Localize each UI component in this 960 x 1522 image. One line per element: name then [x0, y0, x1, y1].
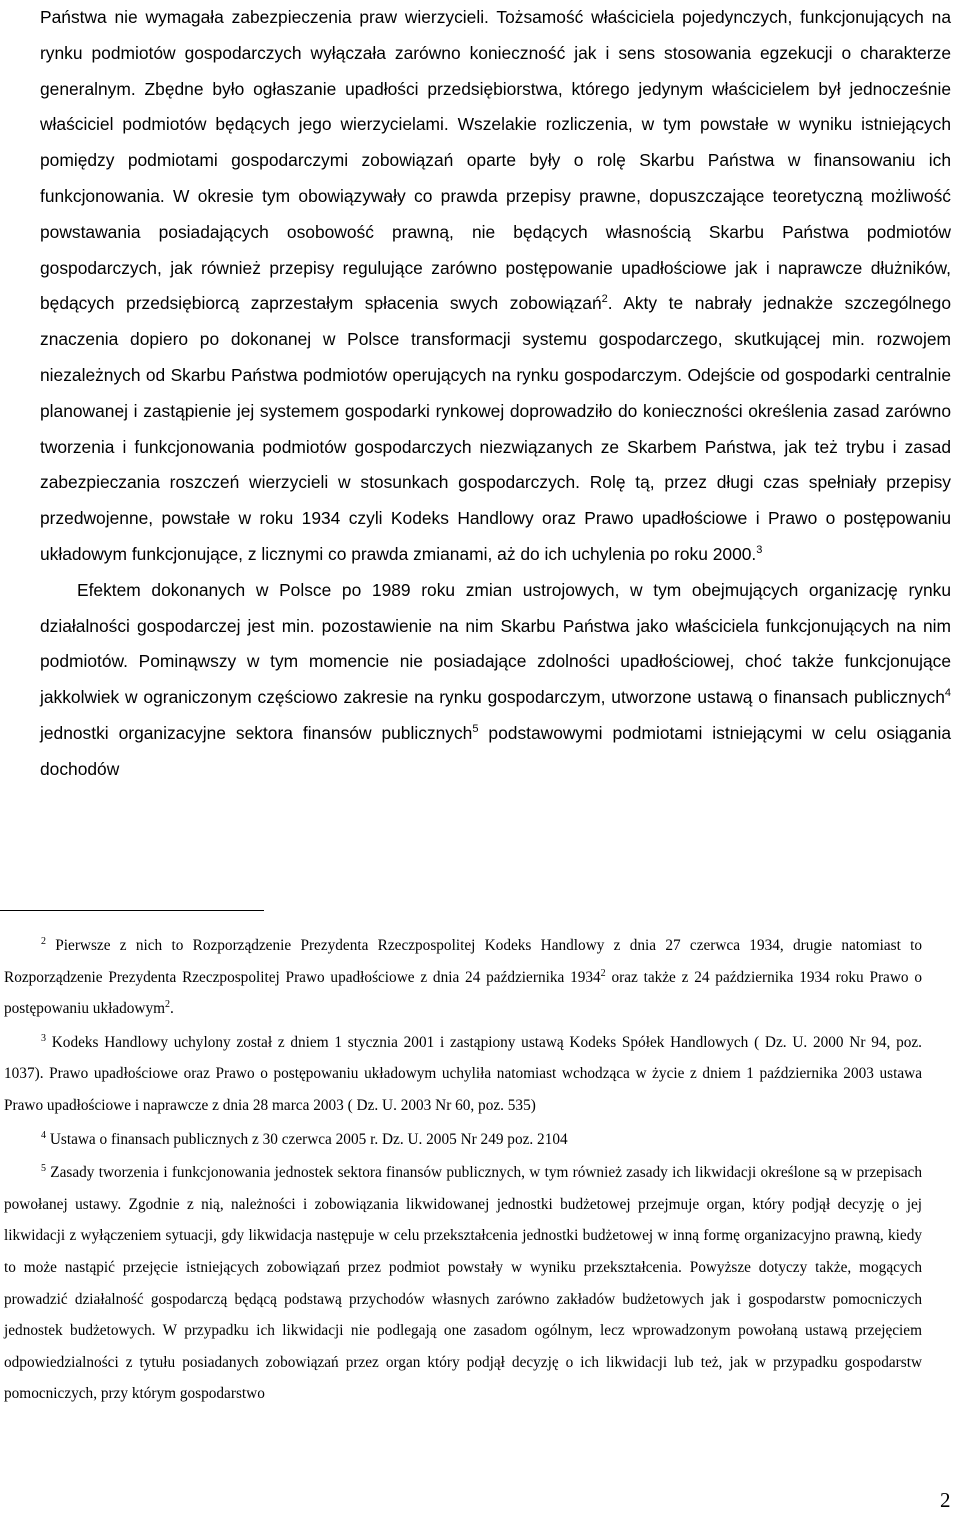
paragraph-1-text-b: . Akty te nabrały jednakże szczególnego znaczenia dopiero po dokonanej w Polsce transformacji systemu gospodarczego, skutkującej min. rozwojem niezależnych od Skarbu Państwa podmiotów operujących na rynku gospodarczym. Odejście od gospodarki centralnie planowanej i zastąpienie jej systemem gospodarki rynkowej doprowadziło do konieczności określenia zasad zarówno tworzenia i funkcjonowania podmiotów gospodarczych niezwiązanych ze Skarbem Państwa, jak też trybu i zasad zabezpieczania roszczeń wierzycieli w stosunkach gospodarczych. Rolę tą, przez długi czas spełniały przepisy przedwojenne, powstałe w roku 1934 czyli Kodeks Handlowy oraz Prawo upadłościowe i Prawo o postępowaniu układowym funkcjonujące, z licznymi co prawda zmianami, aż do ich uchylenia po roku 2000.: [40, 293, 951, 564]
paragraph-2-text-c: podstawowymi podmiotami istniejącymi w celu osiągania dochodów: [40, 722, 951, 779]
footnotes: [4, 930, 922, 1412]
footnote-5-text: Zasady tworzenia i funkcjonowania jednostek sektora finansów publicznych, w tym również zasady ich likwidacji określone są w przepisach powołanej ustawy. Zgodnie z nią, należności i zobowiązania likwidowanej jednostki budżetowej przejmuje organ, który podjął decyzję o jej likwidacji z wyłączeniem sytuacji, gdy likwidacja następuje w celu przekształcenia jednostki budżetowej w inną formę organizacyjno prawną, kiedy to może nastąpić przejęcie istniejących zobowiązań przez podmiot powstały w wyniku przekształcenia. Powyższe dotyczy także, mogących prowadzić działalność gospodarczą będącą podstawą przychodów własnych zarówno zakładów budżetowych jak i gospodarstw pomocniczych jednostek budżetowych. W przypadku ich likwidacji nie podlegają one zasadom ogólnym, lecz wprowadzonym powołaną ustawą przejęciem odpowiedzialności z tytułu posiadanych zobowiązań przez organ który podjął decyzję o ich likwidacji lub też, jak w przypadku gospodarstw pomocniczych, przy którym gospodarstwo: [4, 1164, 922, 1403]
footnote-5-number: 5: [41, 1163, 46, 1175]
document-page: [40, 0, 951, 788]
body-text: [40, 0, 951, 788]
footnote-5: [4, 1157, 922, 1410]
footnote-2-text-a: Pierwsze z nich to Rozporządzenie Prezydenta Rzeczpospolitej Kodeks Handlowy z dnia 27 czerwca 1934, drugie natomiast to Rozporządzenie Prezydenta Rzeczpospolitej Prawo upadłościowe z dnia 24 października 1934: [4, 937, 922, 986]
footnote-3-text: Kodeks Handlowy uchylony został z dniem 1 stycznia 2001 i zastąpiony ustawą Kodeks Spółek Handlowych ( Dz. U. 2000 Nr 94, poz. 1037). Prawo upadłościowe oraz Prawo o postępowaniu układowym uchyliła natomiast wchodząca w życie z dniem 1 października 2003 ustawa Prawo upadłościowe i naprawcze z dnia 28 marca 2003 ( Dz. U. 2003 Nr 60, poz. 535): [4, 1033, 922, 1114]
footnote-ref-5: 5: [472, 722, 479, 735]
paragraph-2-text-b: jednostki organizacyjne sektora finansów publicznych: [40, 722, 473, 743]
footnote-4-number: 4: [41, 1129, 46, 1141]
footnote-ref-4: 4: [944, 687, 951, 700]
paragraph-2-text-a: Efektem dokonanych w Polsce po 1989 roku zmian ustrojowych, w tym obejmujących organizację rynku działalności gospodarczej jest min. pozostawienie na nim Skarbu Państwa jako właściciela funkcjonujących na nim podmiotów. Pominąwszy w tym momencie nie posiadające zdolności upadłościowej, choć także funkcjonujące jakkolwiek w ograniczonym częściowo zakresie na rynku gospodarczym, utworzone ustawą o finansach publicznych: [40, 579, 951, 708]
page-number: 2: [940, 1488, 951, 1512]
footnote-ref-2: 2: [601, 293, 608, 306]
footnote-3: [4, 1027, 922, 1122]
footnote-4: [4, 1124, 922, 1156]
footnote-separator: [0, 910, 264, 911]
paragraph-2: [40, 573, 951, 788]
paragraph-1-text-a: Państwa nie wymagała zabezpieczenia praw wierzycieli. Tożsamość właściciela pojedynczych, funkcjonujących na rynku podmiotów gospodarczych wyłączała zarówno konieczność jak i sens stosowania egzekucji o charakterze generalnym. Zbędne było ogłaszanie upadłości przedsiębiorstwa, którego jedynym właścicielem był jednocześnie właściciel podmiotów będących jego wierzycielami. Wszelakie rozliczenia, w tym powstałe w wyniku istniejących pomiędzy podmiotami gospodarczymi zobowiązań oparte były o rolę Skarbu Państwa w finansowaniu ich funkcjonowania. W okresie tym obowiązywały co prawda przepisy prawne, dopuszczające teoretyczną możliwość powstawania posiadających osobowość prawną, nie będących własnością Skarbu Państwa podmiotów gospodarczych, jak również przepisy regulujące zarówno postępowanie upadłościowe jak i naprawcze dłużników, będących przedsiębiorcą zaprzestałym spłacenia swych zobowiązań: [40, 7, 951, 314]
footnote-2-sup-b: 2: [165, 999, 171, 1011]
footnote-2-text-c: .: [170, 1000, 174, 1018]
footnote-2: [4, 930, 922, 1025]
footnote-2-text-b: oraz także z 24 października 1934 roku Prawo o postępowaniu układowym: [4, 968, 922, 1018]
footnote-ref-3: 3: [756, 543, 763, 556]
paragraph-1: [40, 0, 951, 573]
footnote-2-sup-a: 2: [600, 967, 606, 979]
footnote-2-number: 2: [41, 936, 46, 947]
footnote-4-text: Ustawa o finansach publicznych z 30 czerwca 2005 r. Dz. U. 2005 Nr 249 poz. 2104: [46, 1130, 568, 1148]
footnote-3-number: 3: [41, 1032, 46, 1044]
